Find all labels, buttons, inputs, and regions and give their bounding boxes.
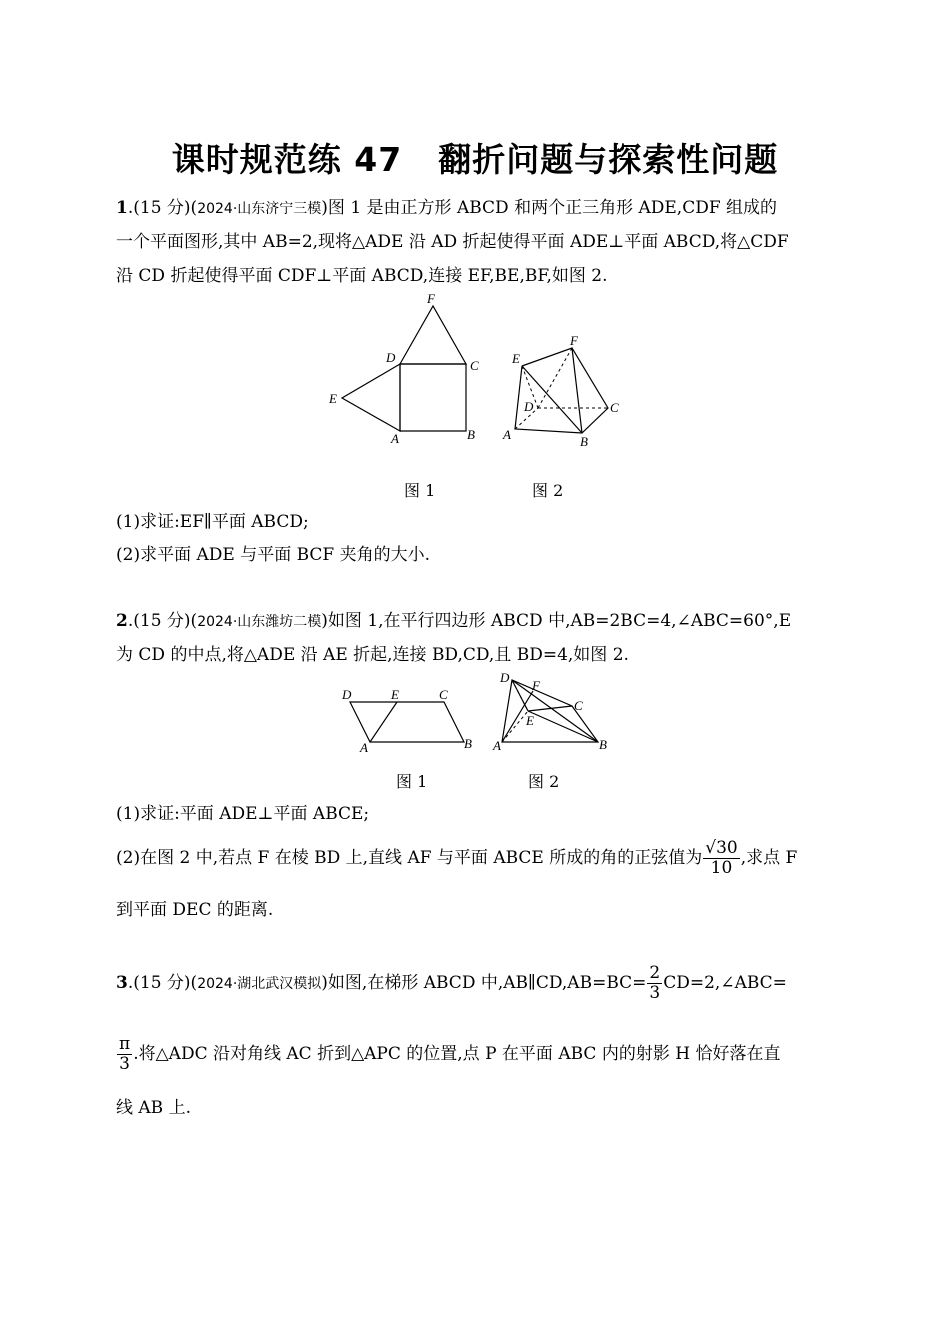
q2-line1 [116,609,791,634]
q2-part2-tail: ,求点 F [740,848,798,868]
q2-part2-line2: 到平面 DEC 的距离. [116,900,274,920]
q1-fig1-label: B [467,427,475,442]
q2-part2 [116,833,797,883]
q3-line2 [116,1029,780,1079]
q1-line3: 沿 CD 折起使得平面 CDF⊥平面 ABCD,连接 EF,BE,BF,如图 2. [116,266,608,286]
q2-fig1-label: A [360,740,368,755]
q1-fig1-triangle-cdf [400,306,466,364]
page-title [0,134,950,181]
q1-fig2-label: C [610,400,619,415]
q2-number: 2 [116,611,128,631]
q1-figure-2 [500,330,630,450]
q3-source: 2024·湖北武汉模拟 [197,976,322,992]
title-main: 课时规范练 47 [171,140,403,179]
q3-text1: )如图,在梯形 ABCD 中,AB∥CD,AB=BC= [321,973,647,993]
frac-numerator: π [119,1034,131,1055]
q1-fig1-square [400,364,466,431]
q2-source: 2024·山东潍坊二模 [197,614,322,630]
q1-source: 2024·山东济宁三模 [197,201,322,217]
q2-figure-1 [336,680,486,760]
frac-denominator: 10 [710,858,733,878]
q3-line3: 线 AB 上. [116,1098,191,1118]
q2-fig1-label: D [342,687,352,702]
q1-figure-1 [320,288,490,448]
q1-fig2-label: A [503,427,511,442]
q2-fig1-label: B [464,736,472,751]
frac-numerator: 2 [649,963,661,984]
q3-text2: .将△ADC 沿对角线 AC 折到△APC 的位置,点 P 在平面 ABC 内的射影 H 恰好落在直 [133,1044,781,1064]
q1-fig1-label: C [470,358,479,373]
q1-fig1-label: F [427,291,435,306]
q3-line1 [116,958,787,1009]
q1-fig1-label: E [329,391,337,406]
q2-figure-2 [490,668,620,758]
fraction-pi-over-3 [117,1035,132,1073]
fraction-sqrt30-over-10 [703,839,739,877]
q3-number: 3 [116,973,128,993]
q1-fig2-label: F [570,333,578,348]
q1-text1: )图 1 是由正方形 ABCD 和两个正三角形 ADE,CDF 组成的 [321,198,778,218]
q1-part1: (1)求证:EF∥平面 ABCD; [116,512,309,532]
q2-fig2-label: F [532,678,540,693]
q2-fig2-label: D [500,670,510,685]
q2-fig1-label: E [391,687,399,702]
frac-numerator: √30 [705,838,738,859]
q2-fig1-label: C [439,687,448,702]
q1-fig2-label: B [580,434,588,449]
q1-fig1-label: D [386,350,396,365]
q1-line1 [116,196,777,221]
q2-fig2-label: E [526,713,534,728]
q2-part1: (1)求证:平面 ADE⊥平面 ABCE; [116,804,370,824]
q1-number: 1 [116,198,128,218]
frac-denominator: 3 [649,983,661,1003]
q1-fig2-label: D [524,399,534,414]
q2-line2: 为 CD 的中点,将△ADE 沿 AE 折起,连接 BD,CD,且 BD=4,如图 2. [116,645,629,665]
q3-score: .(15 分)( [127,973,198,993]
q1-line2: 一个平面图形,其中 AB=2,现将△ADE 沿 AD 折起使得平面 ADE⊥平面 ABCD,将△CDF [116,232,789,252]
q2-fig2-label: C [574,698,583,713]
q1-fig1-triangle-ade [342,364,400,431]
q2-fig2-label: A [493,738,501,753]
q1-score: .(15 分)( [127,198,198,218]
q2-fig2-caption: 图 2 [528,772,560,791]
q2-text1: )如图 1,在平行四边形 ABCD 中,AB=2BC=4,∠ABC=60°,E [321,611,792,631]
q3-text1b: CD=2,∠ABC= [663,973,787,993]
q2-score: .(15 分)( [127,611,198,631]
q1-fig2-label: E [512,351,520,366]
q1-fig2-caption: 图 2 [532,481,564,500]
q1-fig1-caption: 图 1 [404,481,436,500]
q1-fig1-label: A [391,431,399,446]
fraction-2-over-3 [647,964,662,1002]
q2-fig1-caption: 图 1 [396,772,428,791]
q1-part2: (2)求平面 ADE 与平面 BCF 夹角的大小. [116,545,431,565]
q2-part2-text: (2)在图 2 中,若点 F 在棱 BD 上,直线 AF 与平面 ABCE 所成的角的正弦值为 [116,848,703,868]
q2-fig2-label: B [599,737,607,752]
title-sub: 翻折问题与探索性问题 [438,140,779,179]
frac-denominator: 3 [119,1054,130,1074]
